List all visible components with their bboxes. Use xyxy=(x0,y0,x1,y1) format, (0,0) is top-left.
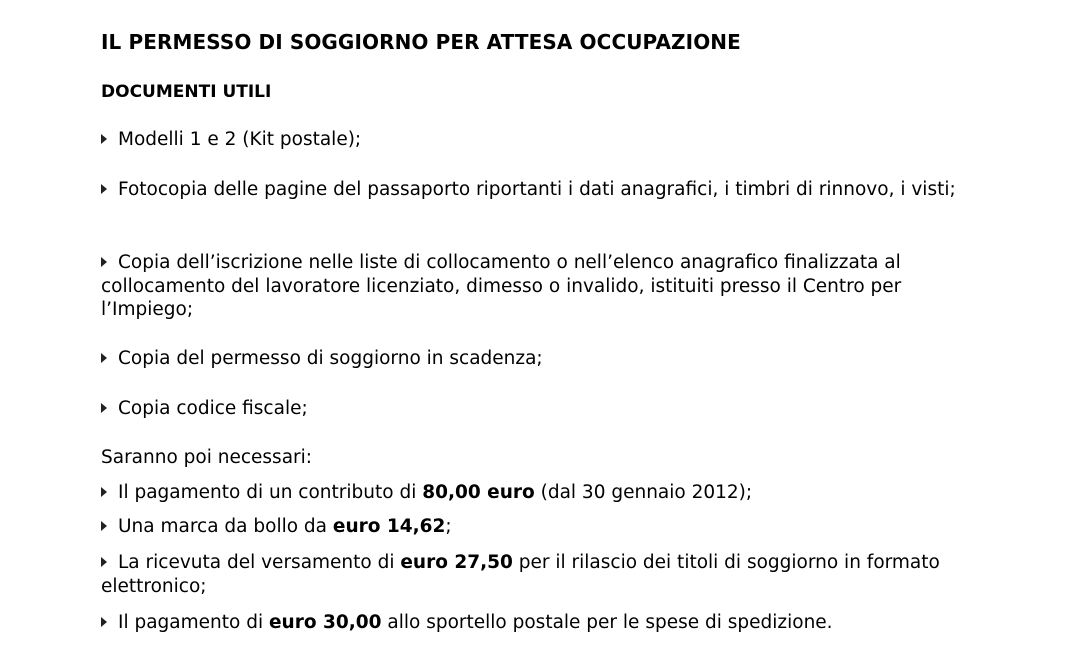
list-item: Il pagamento di euro 30,00 allo sportello postale per le spese di spedizione. xyxy=(101,611,981,635)
intro-text: Saranno poi necessari: xyxy=(101,447,313,468)
list-item: Una marca da bollo da euro 14,62; xyxy=(101,515,981,539)
amount: 80,00 euro xyxy=(422,482,535,503)
section-heading: DOCUMENTI UTILI xyxy=(101,82,272,102)
list-item: Il pagamento di un contributo di 80,00 euro (dal 30 gennaio 2012); xyxy=(101,481,981,505)
amount: euro 27,50 xyxy=(400,552,513,573)
list-item: Modelli 1 e 2 (Kit postale); xyxy=(101,128,981,152)
bullet-arrow-icon xyxy=(101,257,107,267)
bullet-arrow-icon xyxy=(101,403,107,413)
list-item: Copia del permesso di soggiorno in scadenza; xyxy=(101,347,981,371)
bullet-arrow-icon xyxy=(101,353,107,363)
bullet-arrow-icon xyxy=(101,617,107,627)
bullet-arrow-icon xyxy=(101,134,107,144)
list-item: Fotocopia delle pagine del passaporto riportanti i dati anagrafici, i timbri di rinnovo, i visti; xyxy=(101,178,981,202)
bullet-arrow-icon xyxy=(101,184,107,194)
amount: euro 30,00 xyxy=(268,612,382,633)
amount: euro 14,62 xyxy=(332,516,446,537)
list-item: Copia dell’iscrizione nelle liste di collocamento o nell’elenco anagrafico finalizzata al collocamento del lavoratore licenziato, dimesso o invalido, istituiti presso il Centro per l’Impiego; xyxy=(101,252,902,320)
list-item: Copia codice fiscale; xyxy=(101,397,981,421)
bullet-arrow-icon xyxy=(101,487,107,497)
list-item: La ricevuta del versamento di euro 27,50 per il rilascio dei titoli di soggiorno in formato elettronico; xyxy=(101,552,940,597)
bullet-arrow-icon xyxy=(101,557,107,567)
bullet-arrow-icon xyxy=(101,521,107,531)
page-title: IL PERMESSO DI SOGGIORNO PER ATTESA OCCUPAZIONE xyxy=(101,30,741,54)
